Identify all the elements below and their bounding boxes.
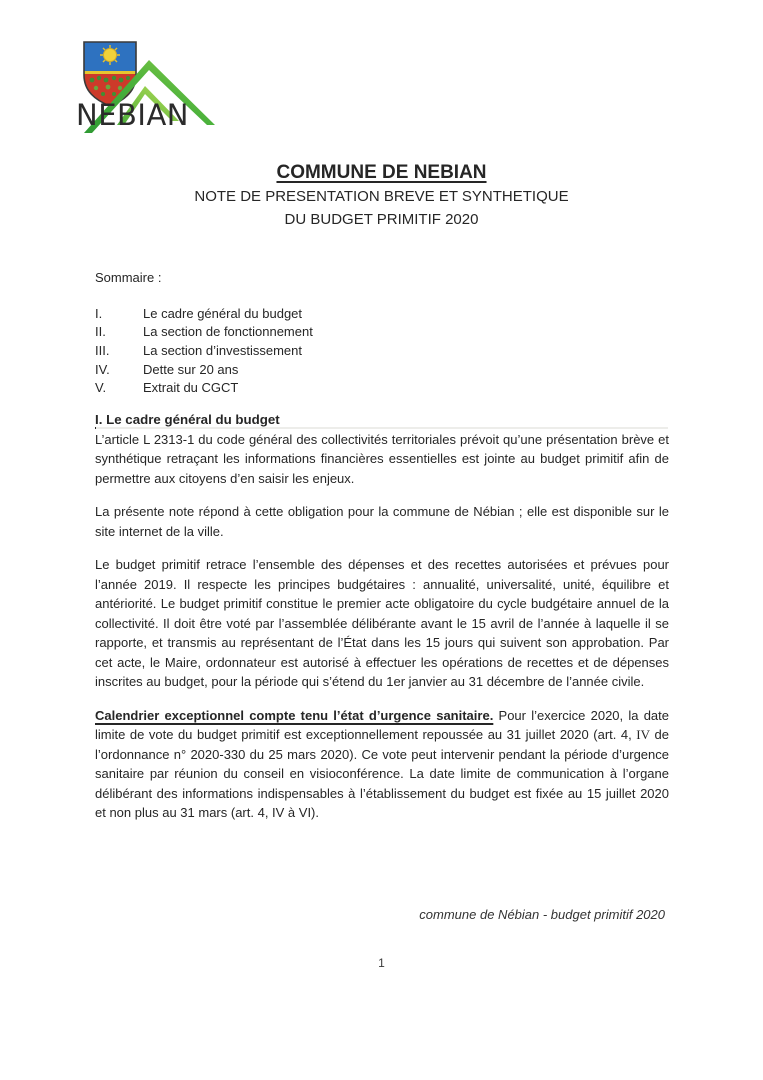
- sommaire-item-label: Le cadre général du budget: [143, 305, 303, 321]
- section-1-heading: I. Le cadre général du budget: [95, 412, 280, 428]
- calendrier-text-part1: Pour l’exercice 2020, la date limite de vote du budget primitif est exceptionnellement repoussée au 31 juillet 2020 (art. 4,: [95, 707, 669, 743]
- paragraph-cadre-general: L’article L 2313-1 du code général des collectivités territoriales prévoit qu’une présentation brève et synthétique retraçant les informations financières essentielles est jointe au budget primitif afin de permettre aux citoyens d’en saisir les enjeux.: [95, 431, 669, 486]
- sommaire-numeral: III.: [95, 342, 110, 358]
- sun-icon: [100, 45, 120, 65]
- sommaire-item-label: La section de fonctionnement: [143, 324, 313, 340]
- scan-artifact-line: [96, 427, 668, 429]
- sommaire-item-label: La section d’investissement: [143, 342, 302, 358]
- footer-note: commune de Nébian - budget primitif 2020: [419, 907, 665, 922]
- sommaire-numeral: I.: [95, 305, 103, 321]
- paragraph-budget-primitif: Le budget primitif retrace l’ensemble des dépenses et des recettes autorisées et prévues pour l’année 2019. Il respecte les principes budgétaires : annualité, universalité, unité, équilibre et antériorité. Le budget primitif constitue le premier acte obligatoire du cycle budgétaire annuel de la collectivité. Il doit être voté par l’assemblée délibérante avant le 15 avril de l’année à laquelle il se rapporte, et transmis au représentant de l’État dans les 15 jours qui suivent son approbation. Par cet acte, le Maire, ordonnateur est autorisé à effectuer les opérations de recettes et de dépenses inscrites au budget, pour la période qui s’étend du 1er janvier au 31 décembre de l’année civile.: [95, 557, 669, 690]
- sommaire-item-label: Dette sur 20 ans: [143, 361, 239, 377]
- sommaire-heading: Sommaire :: [95, 270, 162, 285]
- sommaire-item-label: Extrait du CGCT: [143, 380, 239, 396]
- title-block: [0, 160, 763, 231]
- sommaire-numeral: IV.: [95, 361, 110, 377]
- sommaire-numeral: II.: [95, 324, 106, 340]
- doc-title: COMMUNE DE NEBIAN: [276, 162, 487, 183]
- document-body: [95, 268, 669, 837]
- calendrier-text-part2: de l’ordonnance n° 2020-330 du 25 mars 2020). Ce vote peut intervenir pendant la période d’urgence sanitaire par réunion du conseil en visioconférence. La date limite de communication à l’organe délibérant des informations indispensables à l’établissement du budget est fixée au 15 juillet 2020 et non plus au 31 mars (art. 4, IV à VI).: [95, 727, 670, 821]
- doc-subtitle-line1: NOTE DE PRESENTATION BREVE ET SYNTHETIQUE: [194, 188, 569, 205]
- paragraph-presente-note: La présente note répond à cette obligation pour la commune de Nébian ; elle est disponible sur le site internet de la ville.: [95, 504, 669, 539]
- commune-logo: [76, 36, 218, 136]
- sommaire-item: [95, 305, 669, 324]
- sommaire-list: [95, 305, 669, 399]
- doc-subtitle-line2: DU BUDGET PRIMITIF 2020: [284, 211, 479, 228]
- logo-text: NEBIAN: [76, 98, 189, 132]
- sommaire-item: [95, 342, 669, 361]
- page-number: 1: [378, 956, 385, 970]
- sommaire-item: [95, 323, 669, 342]
- sommaire-item: [95, 379, 669, 398]
- calendrier-roman-numeral: IV: [636, 727, 651, 743]
- sommaire-numeral: V.: [95, 380, 107, 396]
- paragraph-calendrier: [95, 706, 669, 823]
- calendrier-lead: Calendrier exceptionnel compte tenu l’état d’urgence sanitaire.: [95, 707, 494, 723]
- sommaire-item: [95, 361, 669, 380]
